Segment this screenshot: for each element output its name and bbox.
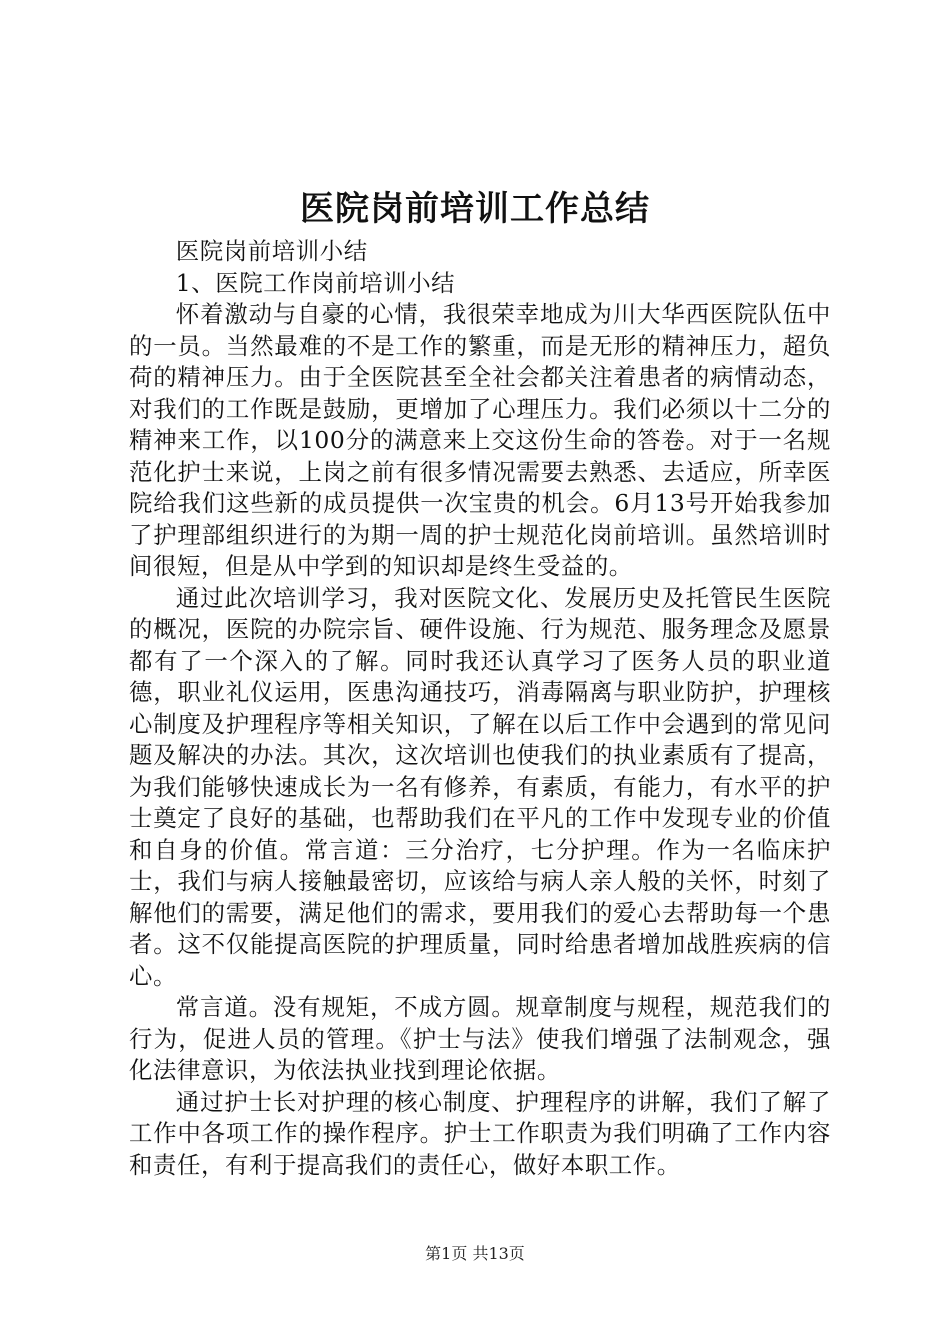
paragraph-subtitle: 医院岗前培训小结 — [175, 237, 368, 265]
document-title: 医院岗前培训工作总结 — [300, 189, 650, 229]
paragraph: 通过此次培训学习，我对医院文化、发展历史及托管民生医院的概况，医院的办院宗旨、硬件设施、行为规范、服务理念及愿景都有了一个深入的了解。同时我还认真学习了医务人员的职业道德，职业礼仪运用，医患沟通技巧，消毒隔离与职业防护，护理核心制度及护理程序等相关知识，了解在以后工作中会遇到的常见问题及解决的办法。其次，这次培训也使我们的执业素质有了提高，为我们能够快速成长为一名有修养，有素质，有能力，有水平的护士奠定了良好的基础，也帮助我们在平凡的工作中发现专业的价值和自身的价值。常言道：三分治疗，七分护理。作为一名临床护士，我们与病人接触最密切，应该给与病人亲人般的关怀，时刻了解他们的需要，满足他们的需求，要用我们的爱心去帮助每一个患者。这不仅能提高医院的护理质量，同时给患者增加战胜疾病的信心。 — [129, 583, 831, 990]
page-footer: 第1页 共13页 — [425, 1244, 525, 1263]
document-body — [129, 236, 831, 1181]
paragraph-section-heading: 1、医院工作岗前培训小结 — [175, 268, 456, 297]
paragraph: 常言道。没有规矩，不成方圆。规章制度与规程，规范我们的行为，促进人员的管理。《护士与法》使我们增强了法制观念，强化法律意识，为依法执业找到理论依据。 — [129, 993, 831, 1084]
paragraph: 通过护士长对护理的核心制度、护理程序的讲解，我们了解了工作中各项工作的操作程序。护士工作职责为我们明确了工作内容和责任，有利于提高我们的责任心，做好本职工作。 — [129, 1087, 831, 1179]
paragraph: 怀着激动与自豪的心情，我很荣幸地成为川大华西医院队伍中的一员。当然最难的不是工作的繁重，而是无形的精神压力，超负荷的精神压力。由于全医院甚至全社会都关注着患者的病情动态，对我们的工作既是鼓励，更增加了心理压力。我们必须以十二分的精神来工作，以100分的满意来上交这份生命的答卷。对于一名规范化护士来说，上岗之前有很多情况需要去熟悉、去适应，所幸医院给我们这些新的成员提供一次宝贵的机会。6月13号开始我参加了护理部组织进行的为期一周的护士规范化岗前培训。虽然培训时间很短，但是从中学到的知识却是终生受益的。 — [129, 300, 831, 580]
